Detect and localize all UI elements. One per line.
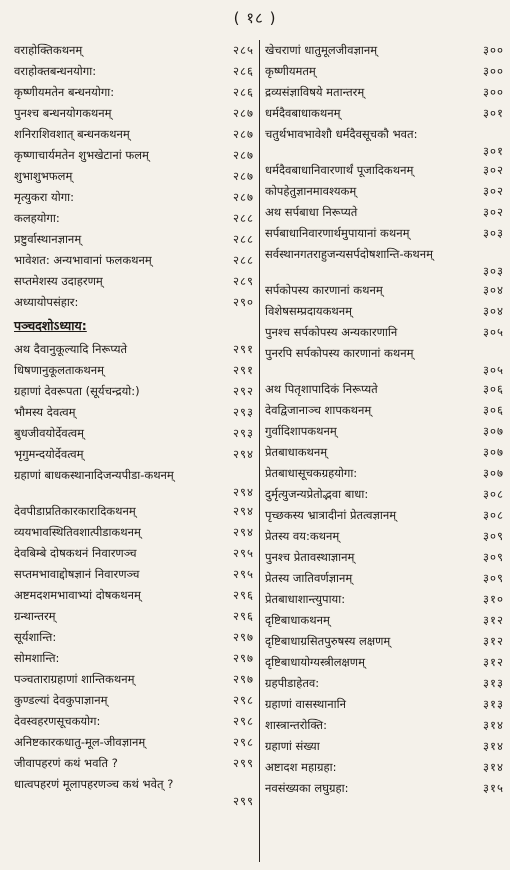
toc-entry [14,627,254,648]
toc-entry [14,339,254,360]
toc-entry [14,606,254,627]
toc-entry-page: २८७ [233,148,254,162]
toc-entry-page: ३१४ [483,739,504,753]
toc-entry-page: ३०५ [483,363,504,377]
toc-entry-page: ३१३ [483,697,504,711]
toc-entry-page: ३०७ [483,445,504,459]
toc-entry [14,82,254,103]
toc-entry-page: ३०८ [483,508,504,522]
toc-entry [265,421,504,442]
toc-entry-page: २८५ [233,43,254,57]
toc-entry-page: ३०९ [483,571,504,585]
toc-entry-page: २८६ [233,85,254,99]
toc-entry [265,442,504,463]
toc-entry-page: ३१० [483,592,504,606]
toc-entry-page: २९४ [233,485,254,499]
toc-entry [14,229,254,250]
toc-entry-page: ३१२ [483,655,504,669]
toc-entry [265,40,504,61]
toc-entry-page: ३०६ [483,382,504,396]
toc-entry-page: २९५ [233,567,254,581]
toc-entry [265,736,504,757]
toc-entry [14,124,254,145]
toc-entry-title: ग्रहाणां बाधकस्थानादिजन्यपीडा-कथनम् [14,468,174,482]
toc-entry-title: प्रेतबाधाकथनम् [265,445,328,459]
toc-entry [265,124,504,160]
toc-entry [265,301,504,322]
toc-entry-page: ३०८ [483,487,504,501]
toc-entry [14,585,254,606]
toc-entry [265,181,504,202]
toc-entry [265,400,504,421]
toc-entry-page: २९९ [233,794,254,808]
toc-entry-page: २९७ [233,651,254,665]
toc-entry [14,444,254,465]
toc-entry-title: चतुर्थभावभावेशौ धर्मदैवसूचकौ भवत: [265,127,418,141]
toc-entry-page: ३०२ [483,205,504,219]
toc-entry-title: शास्त्रान्तरोक्ति: [265,718,327,732]
toc-entry [14,166,254,187]
toc-entry [265,103,504,124]
toc-entry [14,522,254,543]
toc-entry-page: ३०१ [483,106,504,120]
toc-entry [14,465,254,501]
toc-entry-title: कृष्णीयमतेन बन्धनयोगा: [14,85,115,99]
toc-entry-title: प्रष्टुर्वास्थानज्ञानम् [14,232,82,246]
toc-entry-title: कृष्णाचार्यमतेन शुभखेटानां फलम् [14,148,149,162]
toc-entry-page: २८८ [233,253,254,267]
toc-entry [265,280,504,301]
toc-entry [14,103,254,124]
toc-entry-title: प्रेतस्य जातिवर्णज्ञानम् [265,571,353,585]
toc-entry-title: अष्टमदशमभावाभ्यां दोषकथनम् [14,588,141,602]
toc-entry-title: कुण्डल्यां देवकुपाज्ञानम् [14,693,108,707]
toc-entry-title: शुभाशुभफलम् [14,169,73,183]
toc-entry [14,250,254,271]
toc-entry [265,547,504,568]
toc-entry [265,82,504,103]
toc-entry [14,711,254,732]
toc-entry-page: २९१ [233,363,254,377]
toc-entry-title: व्ययभावस्थितिवशात्पीडाकथनम् [14,525,141,539]
toc-entry-page: ३१२ [483,634,504,648]
toc-entry [265,160,504,181]
toc-entry [14,543,254,564]
toc-entry [14,381,254,402]
toc-entry-title: बुधजीवयोर्देवत्वम् [14,426,85,440]
toc-entry-page: २९७ [233,672,254,686]
toc-entry-page: ३०४ [483,304,504,318]
toc-entry [14,61,254,82]
toc-entry-page: ३०४ [483,283,504,297]
toc-entry-page: ३०३ [483,264,504,278]
toc-entry [14,732,254,753]
toc-entry [265,652,504,673]
toc-entry-title: सर्पबाधानिवारणार्थमुपायानां कथनम् [265,226,410,240]
toc-entry-title: नवसंख्यका लघुग्रहा: [265,781,349,795]
toc-entry-page: ३०९ [483,550,504,564]
toc-entry-title: सप्तमेशस्य उदाहरणम् [14,274,103,288]
toc-entry-title: सर्पकोपस्य कारणानां कथनम् [265,283,383,297]
toc-entry-page: २९६ [233,588,254,602]
toc-entry-page: २९८ [233,714,254,728]
page-number: ( १८ ) [233,9,277,27]
right-column [265,40,504,799]
toc-entry [265,778,504,799]
toc-entry [265,715,504,736]
toc-entry-title: प्रेतबाधासूचकग्रहयोगा: [265,466,358,480]
toc-entry-title: अष्टादश महाग्रहा: [265,760,337,774]
toc-entry [14,145,254,166]
toc-entry [14,501,254,522]
toc-entry [14,271,254,292]
toc-entry-title: दृष्टिबाधाकथनम् [265,613,330,627]
toc-entry [265,694,504,715]
toc-entry-page: ३१२ [483,613,504,627]
toc-entry [265,484,504,505]
toc-entry-page: २८६ [233,64,254,78]
toc-entry-title: पञ्चताराग्रहाणां शान्तिकथनम् [14,672,135,686]
toc-entry-title: पुनरपि सर्पकोपस्य कारणानां कथनम् [265,346,414,360]
toc-entry [14,648,254,669]
toc-entry-title: पुनश्च प्रेतावस्थाज्ञानम् [265,550,355,564]
toc-entry [265,589,504,610]
toc-entry-page: ३०० [483,43,504,57]
toc-entry-title: देवद्विजानाञ्च शापकथनम् [265,403,372,417]
toc-entry-page: २८७ [233,169,254,183]
toc-entry-title: सप्तमभावाद्दोषज्ञानं निवारणञ्च [14,567,140,581]
toc-entry-page: २९६ [233,609,254,623]
toc-entry-page: ३१४ [483,760,504,774]
toc-entry-title: अथ सर्पबाधा निरूप्यते [265,205,358,219]
toc-entry-page: २९७ [233,630,254,644]
toc-entry-page: ३०० [483,64,504,78]
toc-entry-page: २९८ [233,735,254,749]
toc-entry [265,568,504,589]
toc-entry [265,526,504,547]
toc-entry-title: प्रेतबाधाशान्त्युपाया: [265,592,346,606]
toc-entry-title: धर्मदैवबाधाकथनम् [265,106,341,120]
toc-entry-page: २८७ [233,106,254,120]
toc-entry-page: ३१५ [483,781,504,795]
toc-entry-title: ग्रन्थान्तरम् [14,609,56,623]
toc-entry-page: २९८ [233,693,254,707]
toc-entry [14,774,254,810]
toc-entry [265,223,504,244]
toc-entry-title: भौमस्य देवत्वम् [14,405,76,419]
column-divider [259,40,260,862]
table-of-contents [14,40,504,862]
toc-entry-title: कोपहेतुज्ञानमावश्यकम् [265,184,357,198]
toc-entry-title: अनिष्टकारकधातु-मूल-जीवज्ञानम् [14,735,146,749]
toc-entry-title: मृत्युकरा योगा: [14,190,75,204]
toc-entry [14,292,254,313]
toc-entry-title: प्रेतस्य वय:कथनम् [265,529,340,543]
toc-entry-page: ३०२ [483,163,504,177]
toc-entry-title: द्रव्यसंज्ञाविषये मतान्तरम् [265,85,365,99]
toc-entry [14,669,254,690]
toc-entry-title: जीवापहरणं कथं भवति ? [14,756,118,770]
toc-entry [14,690,254,711]
toc-entry-page: ३०७ [483,466,504,480]
toc-entry-page: २८९ [233,274,254,288]
chapter-heading: पञ्चदशोऽध्याय: [14,318,87,333]
toc-entry [265,463,504,484]
toc-entry-title: देवबिम्बे दोषकथनं निवारणञ्च [14,546,137,560]
toc-entry-title: पृच्छकस्य भ्रात्रादीनां प्रेतत्वज्ञानम् [265,508,397,522]
left-column [14,40,254,810]
toc-entry-page: ३०५ [483,325,504,339]
toc-entry-title: ग्रहपीडाहेतव: [265,676,320,690]
toc-entry [265,610,504,631]
toc-entry-title: खेचराणां धातुमूलजीवज्ञानम् [265,43,378,57]
toc-entry [265,673,504,694]
toc-entry [14,208,254,229]
toc-entry-page: २९२ [233,384,254,398]
toc-entry-page: २९४ [233,525,254,539]
toc-entry-page: २९० [233,295,254,309]
toc-entry-title: दृष्टिबाधायोग्यस्त्रीलक्षणम् [265,655,365,669]
toc-entry-page: ३०० [483,85,504,99]
toc-entry-title: दुर्मृत्युजन्यप्रेतोद्भवा बाधा: [265,487,369,501]
toc-entry-page: २९३ [233,405,254,419]
toc-entry-page: २९५ [233,546,254,560]
toc-entry-title: ग्रहाणां देवरूपता (सूर्यचन्द्रयो:) [14,384,140,398]
toc-entry-page: ३१४ [483,718,504,732]
toc-entry-title: वराहोक्तिकथनम् [14,43,83,57]
toc-entry-page: ३१३ [483,676,504,690]
toc-entry-page: ३०७ [483,424,504,438]
toc-entry-title: सोमशान्ति: [14,651,60,665]
toc-entry [265,631,504,652]
toc-entry-title: गुर्वादिशापकथनम् [265,424,337,438]
toc-entry [265,505,504,526]
toc-entry [265,322,504,343]
toc-entry-title: दृष्टिबाधाग्रसितपुरुषस्य लक्षणम् [265,634,391,648]
toc-entry-title: देवस्वहरणसूचकयोग: [14,714,101,728]
toc-entry-title: धिषणानुकूलताकथनम् [14,363,104,377]
toc-entry-title: अथ पितृशापादिकं निरूप्यते [265,382,378,396]
toc-entry [14,564,254,585]
toc-entry [265,202,504,223]
toc-entry-title: भावेशत: अन्यभावानां फलकथनम् [14,253,152,267]
toc-entry-page: ३०६ [483,403,504,417]
toc-entry [14,402,254,423]
toc-entry-title: पुनश्च सर्पकोपस्य अन्यकारणानि [265,325,398,339]
toc-entry-page: २९४ [233,504,254,518]
toc-entry [265,244,504,280]
toc-entry [14,753,254,774]
toc-entry [14,360,254,381]
toc-entry [14,423,254,444]
toc-entry-page: २९१ [233,342,254,356]
toc-entry-title: सूर्यशान्ति: [14,630,57,644]
toc-entry [265,61,504,82]
toc-entry-page: ३०१ [483,144,504,158]
toc-entry-page: २८८ [233,211,254,225]
toc-entry [265,379,504,400]
toc-entry-page: २८७ [233,127,254,141]
toc-entry-title: कृष्णीयमतम् [265,64,316,78]
toc-entry-page: ३०३ [483,226,504,240]
toc-entry-title: धर्मदैवबाधानिवारणार्थं पूजादिकथनम् [265,163,414,177]
toc-entry-page: २९९ [233,756,254,770]
toc-entry-title: वराहोक्तबन्धनयोगा: [14,64,97,78]
toc-entry-page: ३०२ [483,184,504,198]
toc-entry-title: शनिराशिवशात् बन्धनकथनम् [14,127,130,141]
toc-entry-title: अध्यायोपसंहार: [14,295,79,309]
toc-entry [14,40,254,61]
toc-entry-title: देवपीडाप्रतिकारकारादिकथनम् [14,504,136,518]
toc-entry-title: विशेषसम्प्रदायकथनम् [265,304,353,318]
toc-entry-title: ग्रहाणां वासस्थानानि [265,697,346,711]
toc-entry [265,343,504,379]
toc-entry-title: कलहयोगा: [14,211,60,225]
toc-entry-page: २९३ [233,426,254,440]
toc-entry-page: ३०९ [483,529,504,543]
toc-entry-title: धात्वपहरणं मूलापहरणञ्च कथं भवेत् ? [14,777,174,791]
toc-entry-title: अथ दैवानुकूल्यादि निरूप्यते [14,342,128,356]
toc-entry [265,757,504,778]
toc-entry [14,187,254,208]
toc-entry-page: २८८ [233,232,254,246]
toc-entry-title: भृगुमन्दयोर्देवत्वम् [14,447,84,461]
toc-entry-title: सर्वस्थानगतराहुजन्यसर्पदोषशान्ति-कथनम् [265,247,434,261]
toc-entry-title: ग्रहाणां संख्या [265,739,320,753]
toc-entry-page: २८७ [233,190,254,204]
toc-entry-page: २९४ [233,447,254,461]
toc-entry-title: पुनश्च बन्धनयोगकथनम् [14,106,112,120]
